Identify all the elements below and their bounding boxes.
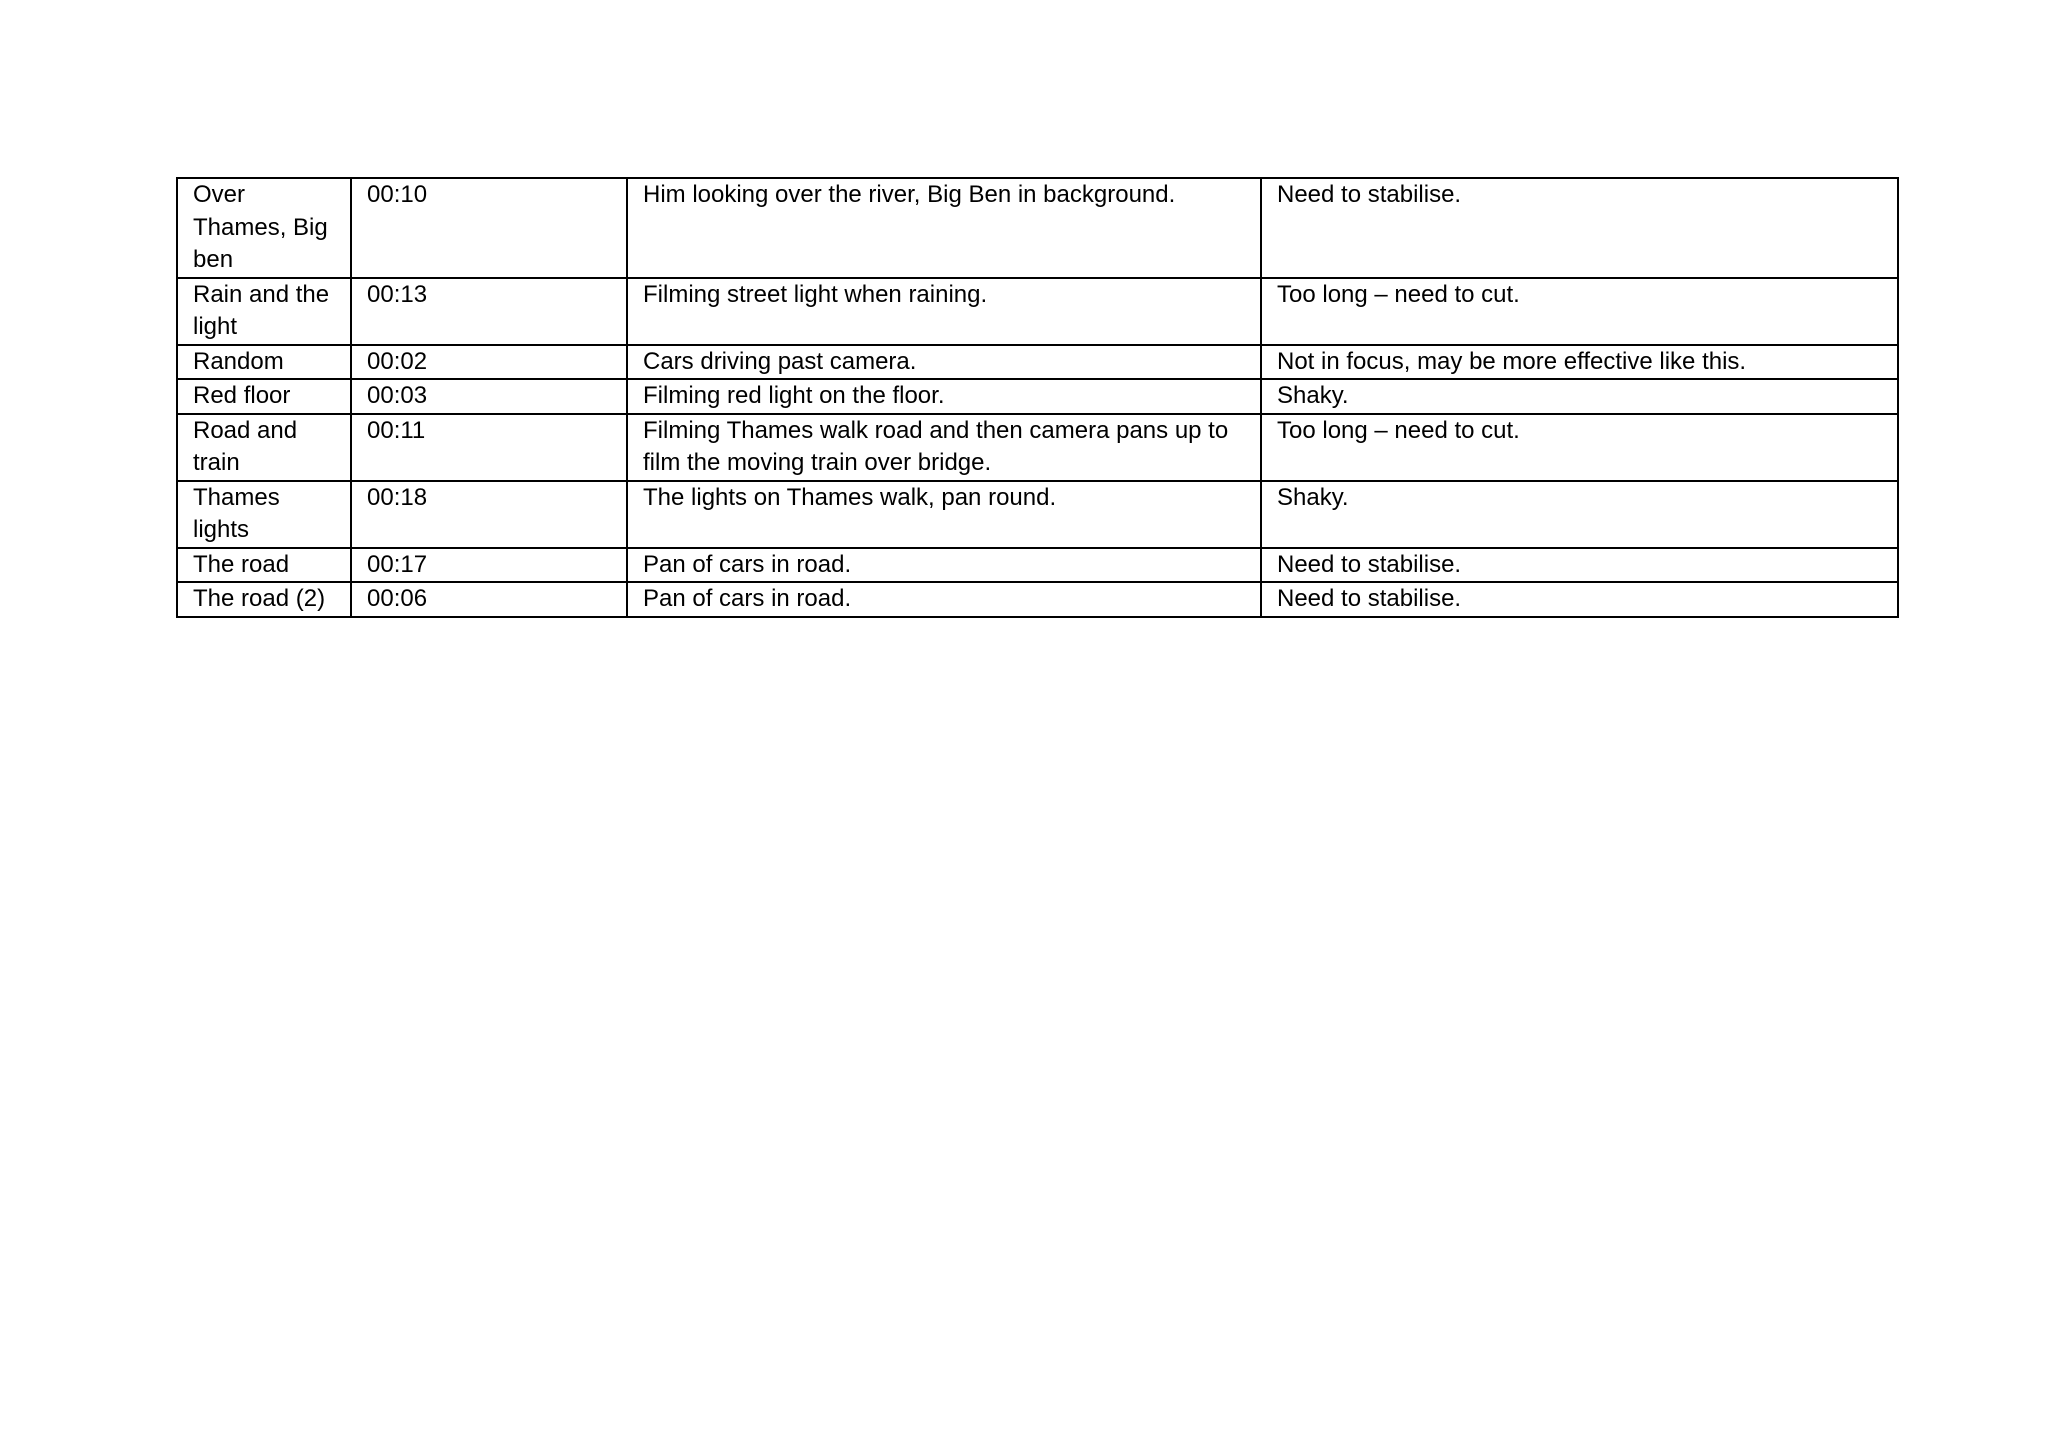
notes-cell: Need to stabilise.	[1261, 582, 1898, 617]
duration-cell: 00:03	[351, 379, 627, 414]
table-row	[177, 548, 1898, 583]
table-row	[177, 414, 1898, 481]
clip-name-cell: The road	[177, 548, 351, 583]
footage-log-table	[176, 177, 1899, 618]
duration-cell: 00:17	[351, 548, 627, 583]
duration-cell: 00:13	[351, 278, 627, 345]
description-cell: Him looking over the river, Big Ben in background.	[627, 178, 1261, 278]
clip-name-cell: The road (2)	[177, 582, 351, 617]
table-row	[177, 278, 1898, 345]
table-row	[177, 481, 1898, 548]
duration-cell: 00:06	[351, 582, 627, 617]
table-row	[177, 345, 1898, 380]
table-row	[177, 582, 1898, 617]
clip-name-cell: Thames lights	[177, 481, 351, 548]
clip-name-cell: Rain and the light	[177, 278, 351, 345]
clip-name-cell: Road and train	[177, 414, 351, 481]
description-cell: Pan of cars in road.	[627, 582, 1261, 617]
table-row	[177, 379, 1898, 414]
table-row	[177, 178, 1898, 278]
notes-cell: Too long – need to cut.	[1261, 278, 1898, 345]
notes-cell: Need to stabilise.	[1261, 548, 1898, 583]
description-cell: Filming red light on the floor.	[627, 379, 1261, 414]
description-cell: Filming Thames walk road and then camera pans up to film the moving train over bridge.	[627, 414, 1261, 481]
description-cell: Filming street light when raining.	[627, 278, 1261, 345]
notes-cell: Not in focus, may be more effective like this.	[1261, 345, 1898, 380]
clip-name-cell: Red floor	[177, 379, 351, 414]
duration-cell: 00:02	[351, 345, 627, 380]
duration-cell: 00:11	[351, 414, 627, 481]
notes-cell: Shaky.	[1261, 481, 1898, 548]
clip-name-cell: Over Thames, Big ben	[177, 178, 351, 278]
description-cell: Cars driving past camera.	[627, 345, 1261, 380]
notes-cell: Need to stabilise.	[1261, 178, 1898, 278]
clip-name-cell: Random	[177, 345, 351, 380]
notes-cell: Shaky.	[1261, 379, 1898, 414]
description-cell: The lights on Thames walk, pan round.	[627, 481, 1261, 548]
description-cell: Pan of cars in road.	[627, 548, 1261, 583]
duration-cell: 00:10	[351, 178, 627, 278]
duration-cell: 00:18	[351, 481, 627, 548]
notes-cell: Too long – need to cut.	[1261, 414, 1898, 481]
